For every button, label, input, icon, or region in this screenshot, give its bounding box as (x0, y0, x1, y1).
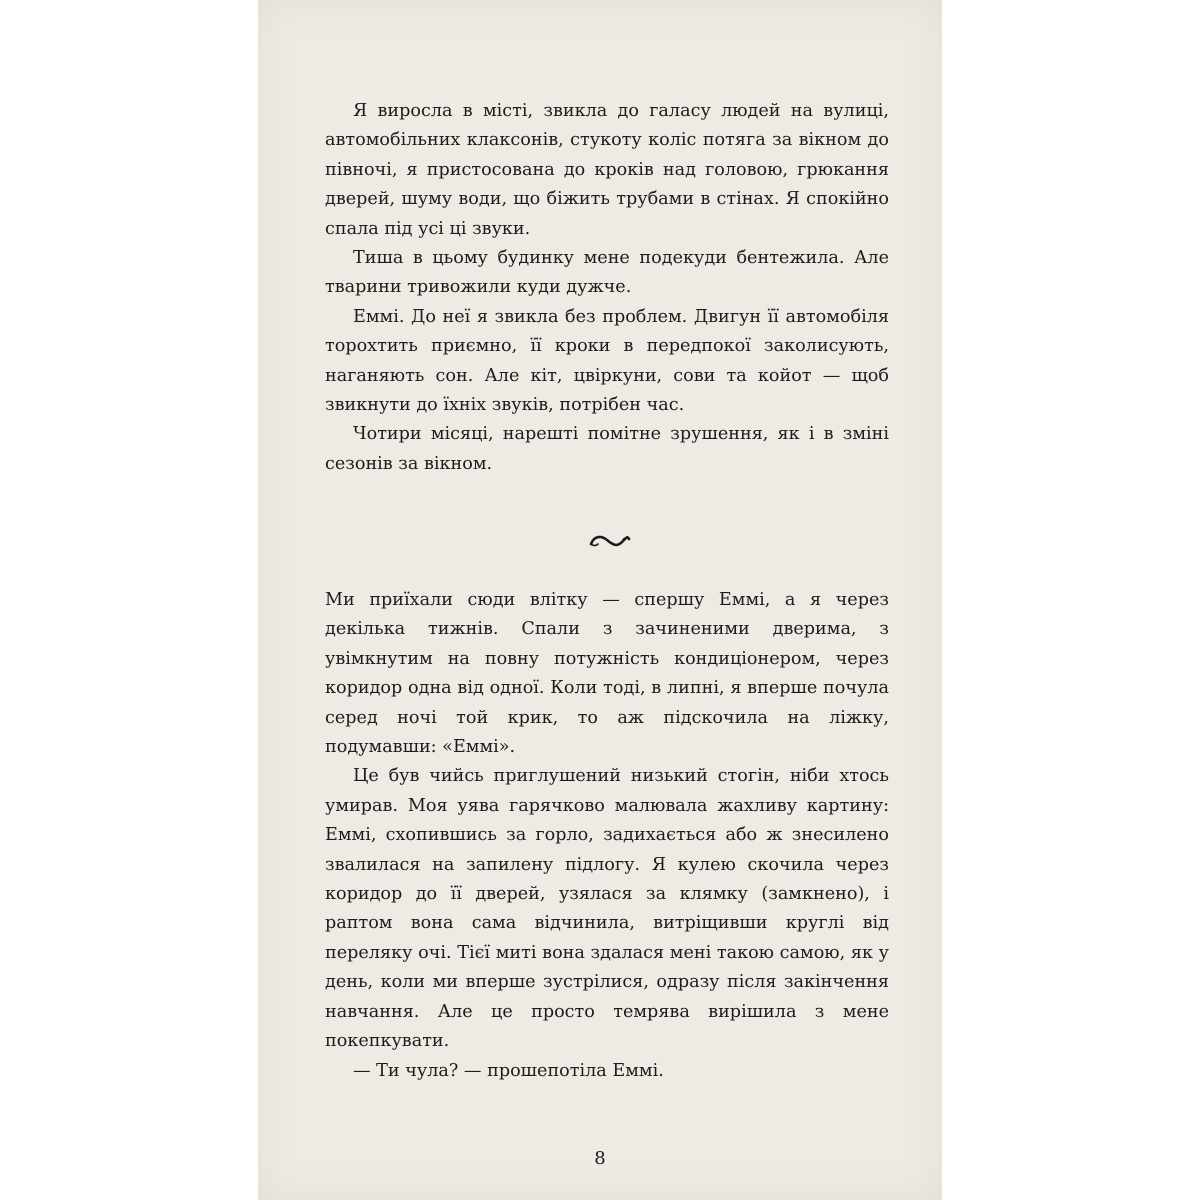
text-section-1 (325, 97, 889, 479)
book-page (258, 0, 942, 1200)
page-number: 8 (594, 1148, 606, 1169)
paragraph: Тиша в цьому будинку мене подекуди бентежила. Але тварини тривожили куди дужче. (325, 248, 889, 298)
paragraph: Чотири місяці, нарешті помітне зрушення, як і в зміні сезонів за вікном. (325, 424, 889, 474)
paragraph: Еммі. До неї я звикла без проблем. Двигун її автомобіля торохтить приємно, її кроки в передпокої заколисують, наганяють сон. Але кіт, цвіркуни, сови та койот — щоб звикнути до їхніх звуків, потрібен час. (325, 306, 889, 416)
text-section-2 (325, 586, 889, 1086)
swash-ornament-icon (588, 532, 632, 552)
paragraph: — Ти чула? — прошепотіла Еммі. (353, 1060, 664, 1081)
paragraph: Я виросла в місті, звикла до галасу людей на вулиці, автомобільних клаксонів, стукоту коліс потяга за вікном до півночі, я пристосована до кроків над головою, грюкання дверей, шуму води, що біжить трубами в стінах. Я спокійно спала під усі ці звуки. (325, 101, 889, 239)
paragraph: Це був чийсь приглушений низький стогін, ніби хтось умирав. Моя уява гарячково малювала жахливу картину: Еммі, схопившись за горло, задихається або ж знесилено звалилася на запилену підлогу. Я кулею скочила через коридор до її дверей, узялася за клямку (замкнено), і раптом вона сама відчинила, витріщивши круглі від переляку очі. Тієї миті вона здалася мені такою самою, як у день, коли ми вперше зустрілися, одразу після закінчення навчання. Але це просто темрява вирішила з мене покепкувати. (325, 766, 889, 1052)
paragraph: Ми приїхали сюди влітку — спершу Еммі, а я через декілька тижнів. Спали з зачиненими дверима, з увімкнутим на повну потужність кондиціонером, через коридор одна від одної. Коли тоді, в липні, я вперше почула серед ночі той крик, то аж підскочила на ліжку, подумавши: «Еммі». (325, 590, 889, 758)
